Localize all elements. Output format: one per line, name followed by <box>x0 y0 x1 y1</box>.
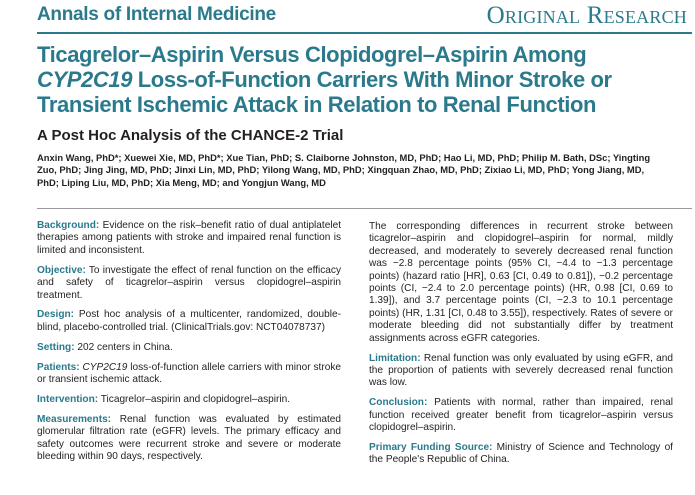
limitation-text: Renal function was only evaluated by using eGFR, and the proportion of patients with severely decreased renal function was low. <box>369 352 673 389</box>
conclusion-label: Conclusion: <box>369 397 428 409</box>
abstract-patients <box>37 362 341 387</box>
objective-label: Objective: <box>37 264 86 276</box>
divider <box>37 208 692 209</box>
article-subtitle: A Post Hoc Analysis of the CHANCE-2 Trial <box>37 127 344 144</box>
masthead <box>0 0 695 36</box>
journal-name: Annals of Internal Medicine <box>37 4 276 25</box>
measurements-label: Measurements: <box>37 413 112 425</box>
abstract-right-column <box>369 221 673 474</box>
intervention-text: Ticagrelor–aspirin and clopidogrel–aspirin. <box>98 393 291 405</box>
abstract-setting <box>37 342 341 354</box>
abstract-funding <box>369 442 673 467</box>
title-gene: CYP2C19 <box>37 67 133 92</box>
abstract-results-continued: The corresponding differences in recurrent stroke between ticagrelor–aspirin and clopidogrel–aspirin for normal, mildly decreased, and moderately to severely decreased renal function was −2.8 percentage points (95% CI, −4.4 to −1.3 percentage points) (hazard ratio [HR], 0.63 [CI, 0.49 to 0.81]), −0.2 percentage points (CI, −2.4 to 2.0 percentage points) (HR, 0.98 [CI, 0.69 to 1.39]), and 3.7 percentage points (CI, −2.3 to 10.1 percentage points) (HR, 1.31 [CI, 0.48 to 3.55]), respectively. Rates of severe or moderate bleeding did not substantially differ by treatment assignments across eGFR categories. <box>369 221 673 344</box>
conclusion-text: Patients with normal, rather than impaired, renal function received greater benefit from ticagrelor–aspirin versus clopidogrel–aspirin. <box>369 397 673 434</box>
patients-text: loss-of-function allele carriers with minor stroke or transient ischemic attack. <box>37 361 341 386</box>
patients-gene: CYP2C19 <box>82 361 128 373</box>
intervention-label: Intervention: <box>37 393 99 405</box>
abstract-objective <box>37 265 341 302</box>
limitation-label: Limitation: <box>369 352 421 364</box>
author-list: Anxin Wang, PhD*; Xuewei Xie, MD, PhD*; Xue Tian, PhD; S. Claiborne Johnston, MD, PhD; Hao Li, MD, PhD; Philip M. Bath, DSc; Yingting Zuo, PhD; Jing Jing, MD, PhD; Jinxi Lin, MD, PhD; Yilong Wang, MD, PhD; Xingquan Zhao, MD, PhD; Zixiao Li, MD, PhD; Yong Jiang, MD, PhD; Liping Liu, MD, PhD; Xia Meng, MD; and Yongjun Wang, MD <box>37 152 651 188</box>
abstract-intervention <box>37 394 341 406</box>
setting-text: 202 centers in China. <box>74 341 173 353</box>
abstract-limitation <box>369 353 673 390</box>
abstract-measurements <box>37 414 341 464</box>
funding-text: Ministry of Science and Technology of the People's Republic of China. <box>369 442 673 466</box>
title-part-2: Loss-of-Function Carriers With Minor Stroke or Transient Ischemic Attack in Relation to Renal Function <box>37 67 612 117</box>
title-part-1: Ticagrelor–Aspirin Versus Clopidogrel–Aspirin Among <box>37 42 587 67</box>
header-rule <box>37 32 692 34</box>
measurements-text: Renal function was evaluated by estimated glomerular filtration rate (eGFR) levels. The primary efficacy and safety outcomes were recurrent stroke and severe or moderate bleeding within 90 days, respectively. <box>37 413 341 463</box>
abstract-design <box>37 309 341 334</box>
background-label: Background: <box>37 220 100 231</box>
patients-label: Patients: <box>37 361 80 373</box>
abstract-background <box>37 220 341 257</box>
setting-label: Setting: <box>37 341 75 353</box>
abstract-left-column <box>37 220 341 471</box>
funding-label: Primary Funding Source: <box>369 442 493 453</box>
article-title <box>37 42 687 117</box>
design-text: Post hoc analysis of a multicenter, randomized, double-blind, placebo-controlled trial. (ClinicalTrials.gov: NCT04078737) <box>37 309 341 333</box>
design-label: Design: <box>37 309 75 321</box>
section-label: Original Research <box>486 2 687 29</box>
objective-text: To investigate the effect of renal function on the efficacy and safety of ticagrelor–aspirin versus clopidogrel–aspirin treatment. <box>37 264 341 301</box>
background-text: Evidence on the risk–benefit ratio of dual antiplatelet therapies among patients with stroke and impaired renal function is limited and inconsistent. <box>37 220 341 256</box>
abstract-conclusion <box>369 397 673 434</box>
